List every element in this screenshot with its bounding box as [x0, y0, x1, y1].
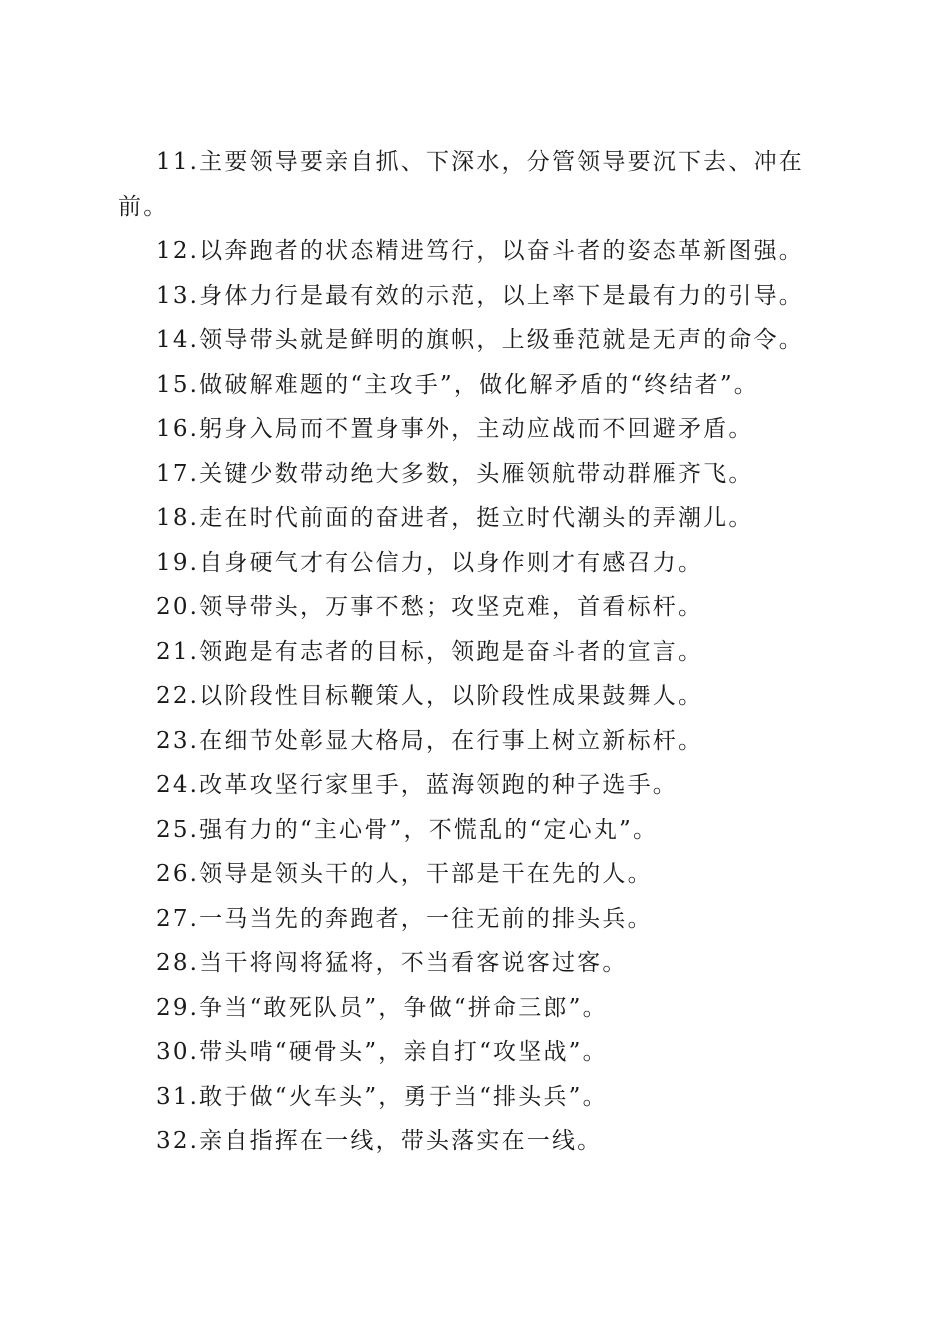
- list-item: 32.亲自指挥在一线，带头落实在一线。: [156, 1128, 603, 1154]
- list-item: 29.争当“敢死队员”，争做“拼命三郎”。: [156, 994, 608, 1021]
- list-item: 25.强有力的“主心骨”，不慌乱的“定心丸”。: [156, 816, 659, 843]
- list-item: 14.领导带头就是鲜明的旗帜，上级垂范就是无声的命令。: [156, 327, 804, 353]
- list-item: 22.以阶段性目标鞭策人，以阶段性成果鼓舞人。: [156, 683, 704, 709]
- list-item: 28.当干将闯将猛将，不当看客说客过客。: [156, 950, 628, 976]
- list-item: 13.身体力行是最有效的示范，以上率下是最有力的引导。: [156, 282, 804, 309]
- list-item: 15.做破解难题的“主攻手”，做化解矛盾的“终结者”。: [156, 371, 760, 398]
- list-item: 24.改革攻坚行家里手，蓝海领跑的种子选手。: [156, 772, 678, 798]
- list-item: 16.躬身入局而不置身事外，主动应战而不回避矛盾。: [156, 416, 754, 442]
- list-item: 12.以奔跑者的状态精进笃行，以奋斗者的姿态革新图强。: [156, 238, 804, 264]
- list-item: 19.自身硬气才有公信力，以身作则才有感召力。: [156, 549, 704, 576]
- list-item: 20.领导带头，万事不愁；攻坚克难，首看标杆。: [156, 594, 704, 620]
- list-item: 17.关键少数带动绝大多数，头雁领航带动群雁齐飞。: [156, 460, 754, 487]
- list-item: 30.带头啃“硬骨头”，亲自打“攻坚战”。: [156, 1039, 608, 1065]
- list-item: 21.领跑是有志者的目标，领跑是奋斗者的宣言。: [156, 638, 704, 665]
- document-body: [118, 140, 830, 1164]
- list-item: 18.走在时代前面的奋进者，挺立时代潮头的弄潮儿。: [156, 505, 754, 531]
- list-item: 31.敢于做“火车头”，勇于当“排头兵”。: [156, 1083, 608, 1110]
- list-item: 27.一马当先的奔跑者，一往无前的排头兵。: [156, 905, 653, 932]
- list-item: 11.主要领导要亲自抓、下深水，分管领导要沉下去、冲在前。: [118, 149, 804, 220]
- list-item: 26.领导是领头干的人，干部是干在先的人。: [156, 861, 653, 887]
- list-item: 23.在细节处彰显大格局，在行事上树立新标杆。: [156, 727, 704, 754]
